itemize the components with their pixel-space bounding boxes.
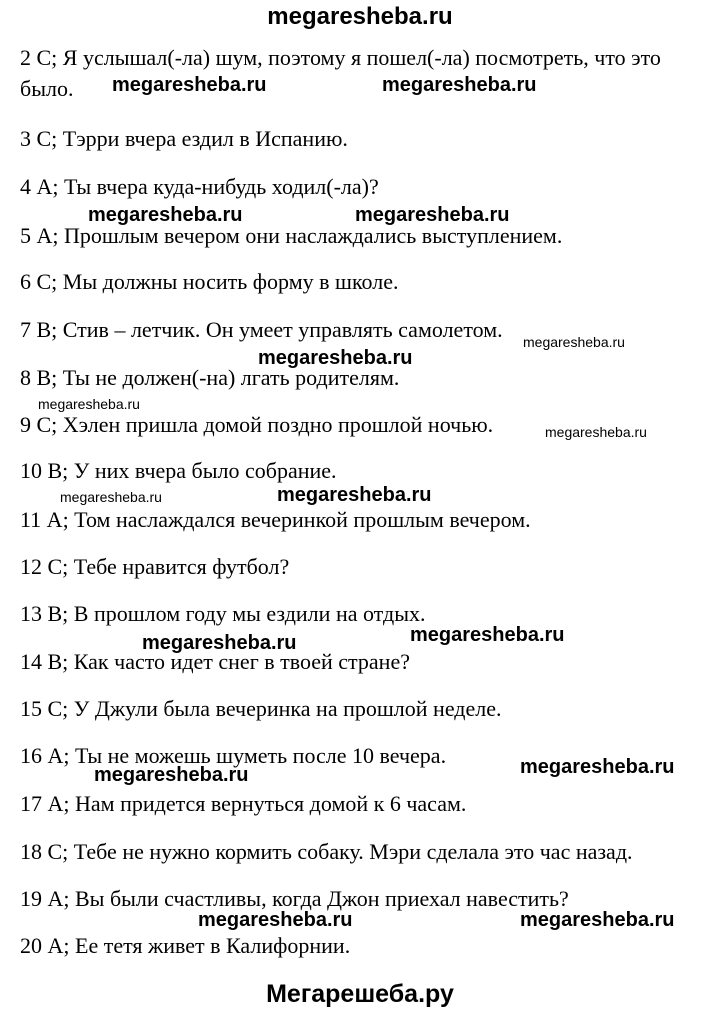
answer-item-6: 6 С; Мы должны носить форму в школе. [20, 269, 399, 294]
footer-watermark: Мегарешеба.ру [266, 980, 454, 1008]
watermark: megaresheba.ru [94, 764, 249, 786]
header-watermark: megaresheba.ru [267, 3, 453, 30]
watermark: megaresheba.ru [38, 396, 140, 412]
answer-item-7: 7 В; Стив – летчик. Он умеет управлять самолетом. [20, 317, 503, 342]
answer-item-14: 14 В; Как часто идет снег в твоей стране? [20, 649, 410, 674]
answer-item-15: 15 С; У Джули была вечеринка на прошлой неделе. [20, 696, 502, 721]
answer-item-12: 12 С; Тебе нравится футбол? [20, 554, 290, 579]
answer-item-20: 20 А; Ее тетя живет в Калифорнии. [20, 933, 351, 958]
watermark: megaresheba.ru [258, 347, 413, 369]
watermark: megaresheba.ru [277, 484, 432, 506]
watermark: megaresheba.ru [355, 204, 510, 226]
watermark: megaresheba.ru [520, 909, 675, 931]
watermark: megaresheba.ru [198, 909, 353, 931]
answer-item-8: 8 В; Ты не должен(-на) лгать родителям. [20, 365, 400, 390]
watermark: megaresheba.ru [382, 74, 537, 96]
answer-item-2: 2 С; Я услышал(-ла) шум, поэтому я пошел(-ла) посмотреть, что это было. [20, 45, 661, 101]
answer-item-11: 11 А; Том наслаждался вечеринкой прошлым вечером. [20, 507, 531, 532]
watermark: megaresheba.ru [410, 624, 565, 646]
answer-item-18: 18 С; Тебе не нужно кормить собаку. Мэри сделала это час назад. [20, 839, 633, 864]
watermark: megaresheba.ru [88, 204, 243, 226]
answer-item-5: 5 А; Прошлым вечером они наслаждались выступлением. [20, 223, 563, 248]
answer-item-17: 17 А; Нам придется вернуться домой к 6 часам. [20, 791, 467, 816]
answer-item-13: 13 В; В прошлом году мы ездили на отдых. [20, 601, 426, 626]
watermark: megaresheba.ru [523, 334, 625, 350]
answer-item-4: 4 А; Ты вчера куда-нибудь ходил(-ла)? [20, 174, 379, 199]
answer-item-19: 19 А; Вы были счастливы, когда Джон приехал навестить? [20, 886, 569, 911]
watermark: megaresheba.ru [60, 489, 162, 505]
watermark: megaresheba.ru [520, 756, 675, 778]
watermark: megaresheba.ru [112, 74, 267, 96]
answer-item-9: 9 С; Хэлен пришла домой поздно прошлой ночью. [20, 412, 494, 437]
answer-item-3: 3 С; Тэрри вчера ездил в Испанию. [20, 126, 348, 151]
watermark: megaresheba.ru [545, 424, 647, 440]
watermark: megaresheba.ru [142, 632, 297, 654]
answer-item-16: 16 А; Ты не можешь шуметь после 10 вечера. [20, 743, 447, 768]
answer-item-10: 10 В; У них вчера было собрание. [20, 458, 337, 483]
